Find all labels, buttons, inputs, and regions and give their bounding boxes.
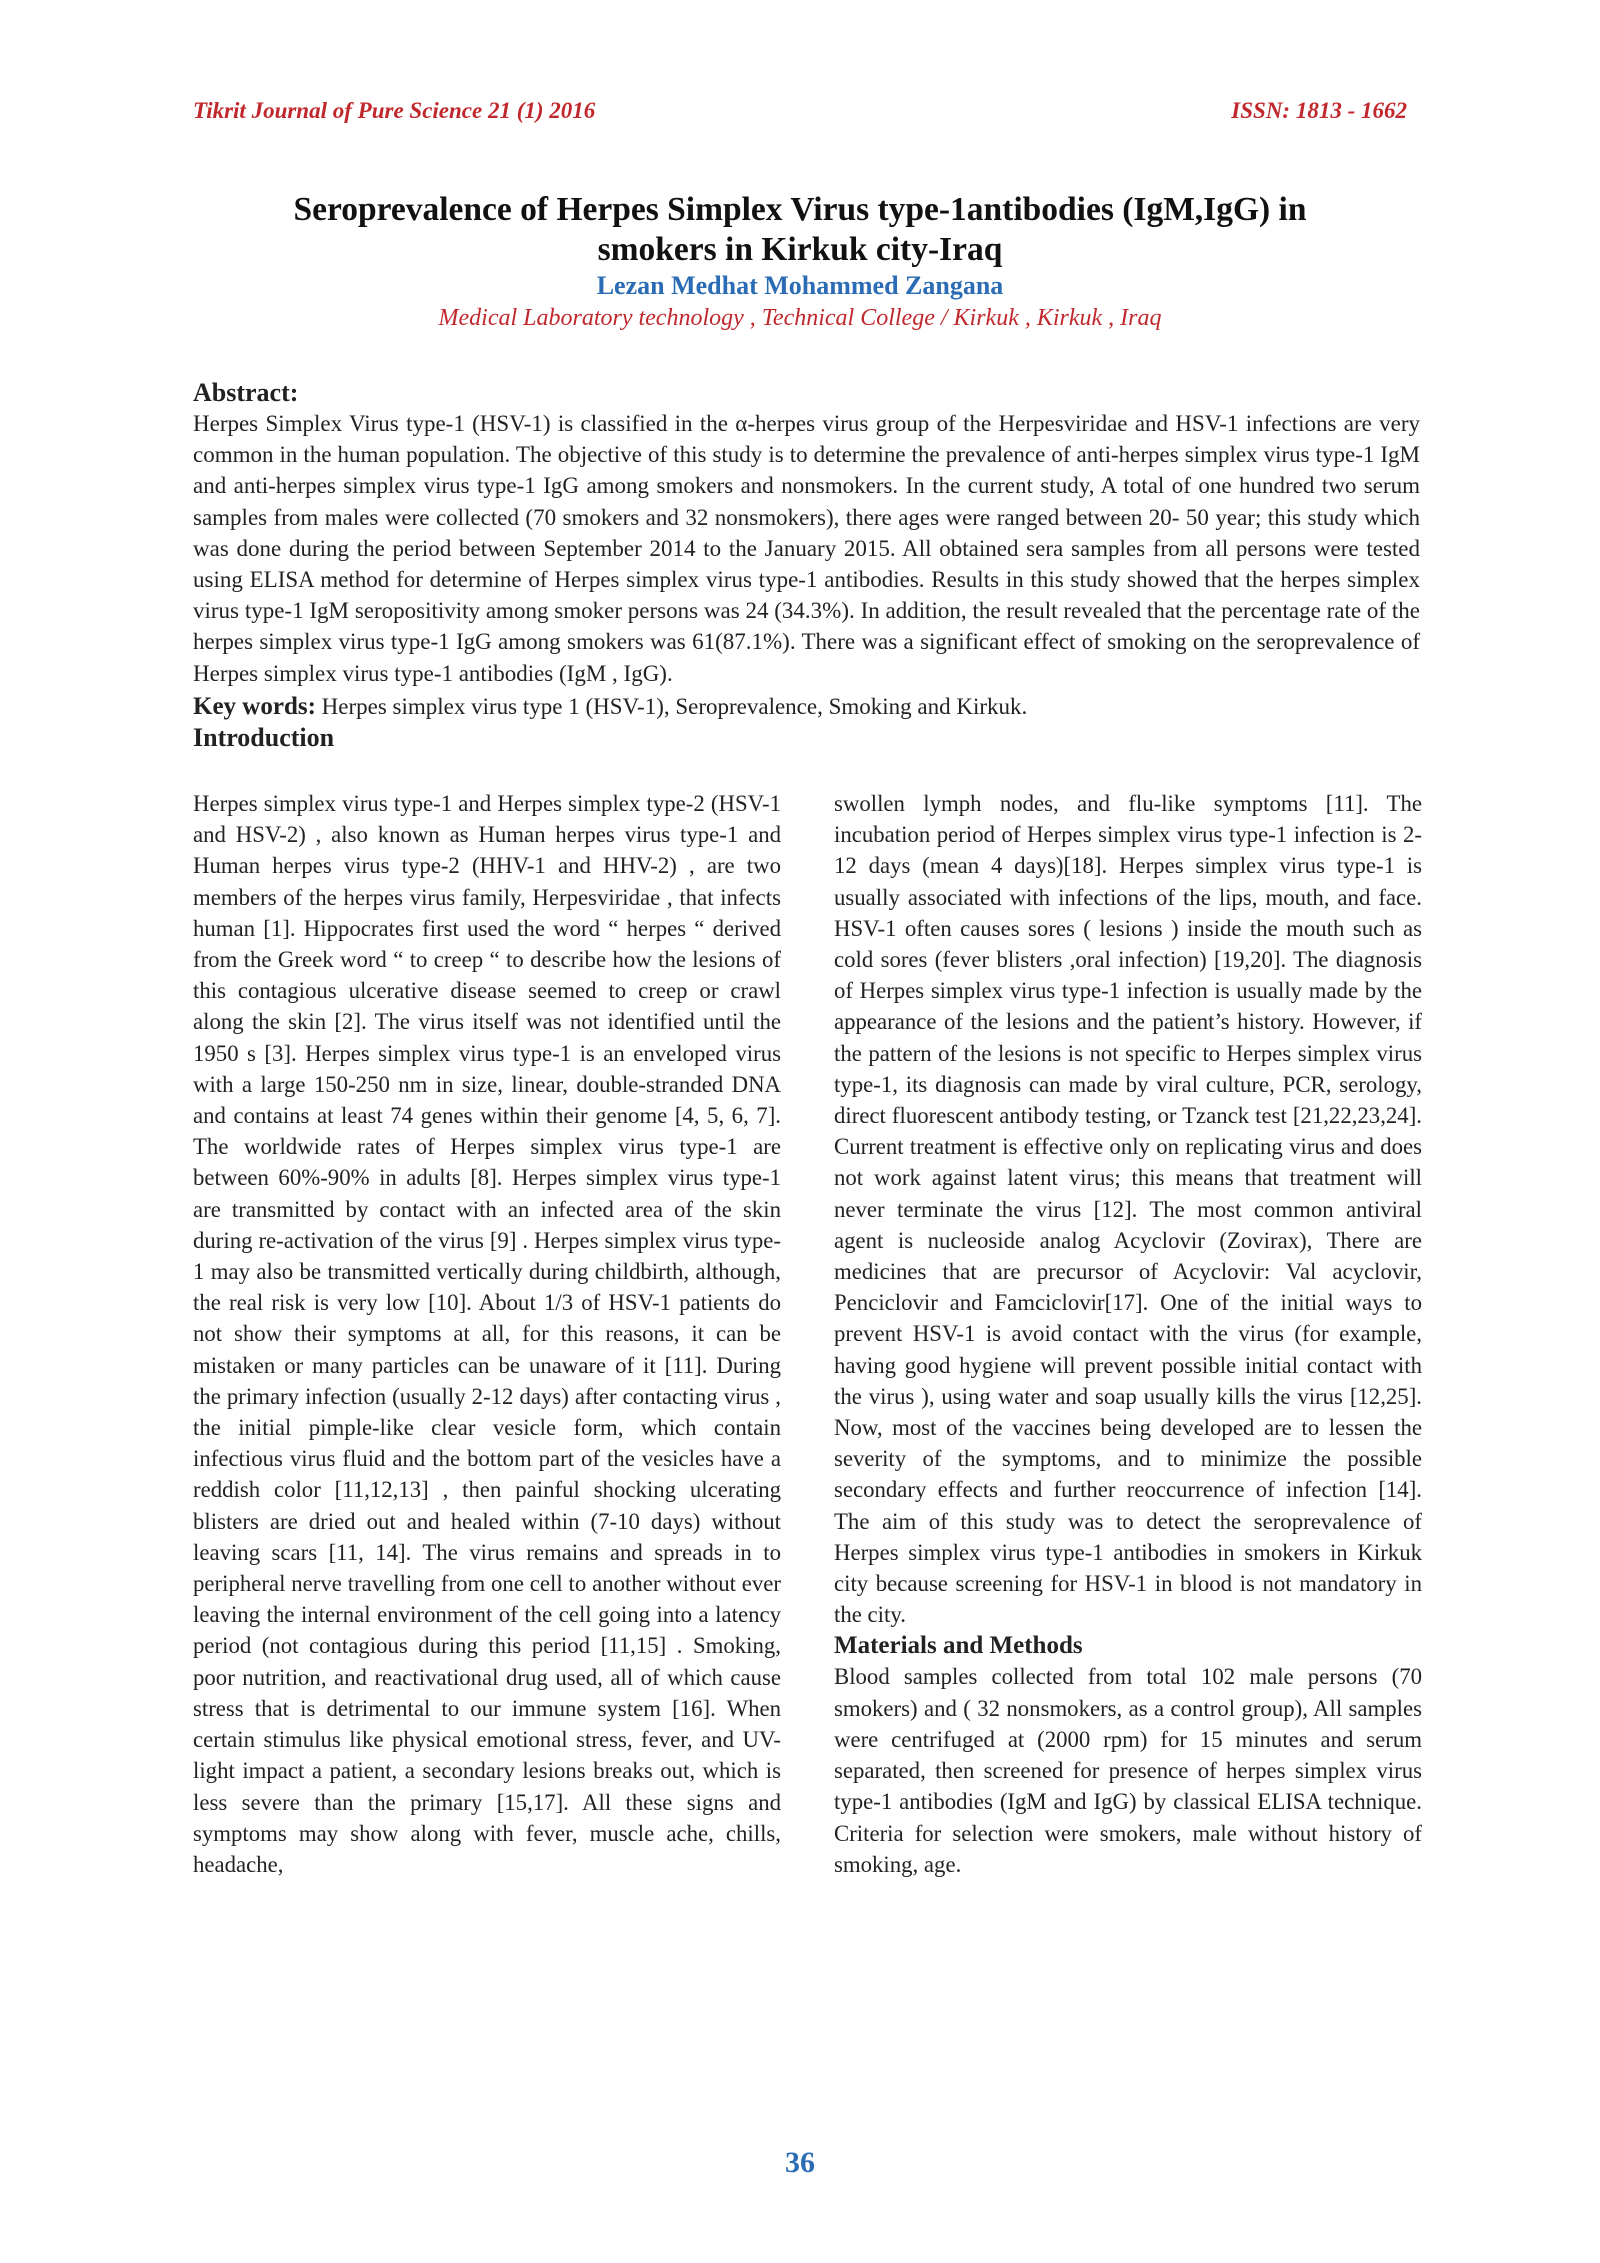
abstract-heading: Abstract: (193, 378, 299, 407)
journal-name: Tikrit Journal of Pure Science 21 (1) 2016 (193, 98, 596, 123)
title-line-1: Seroprevalence of Herpes Simplex Virus type-1antibodies (IgM,IgG) in (293, 191, 1307, 228)
keywords-label: Key words: (193, 692, 316, 720)
abstract-section (193, 378, 1420, 754)
introduction-text-right: swollen lymph nodes, and flu-like symptoms [11]. The incubation period of Herpes simplex virus type-1 infection is 2-12 days (mean 4 days)[18]. Herpes simplex virus type-1 is usually associated with infections of the lips, mouth, and face. HSV-1 often causes sores ( lesions ) inside the mouth such as cold sores (fever blisters ,oral infection) [19,20]. The diagnosis of Herpes simplex virus type-1 infection is usually made by the appearance of the lesions and the patient’s history. However, if the pattern of the lesions is not specific to Herpes simplex virus type-1, its diagnosis can made by viral culture, PCR, serology, direct fluorescent antibody testing, or Tzanck test [21,22,23,24]. Current treatment is effective only on replicating virus and does not work against latent virus; this means that treatment will never terminate the virus [12]. The most common antiviral agent is nucleoside analog Acyclovir (Zovirax), There are medicines that are precursor of Acyclovir: Val acyclovir, Penciclovir and Famciclovir[17]. One of the initial ways to prevent HSV-1 is avoid contact with the virus (for example, having good hygiene will prevent possible initial contact with the virus ), using water and soap usually kills the virus [12,25]. Now, most of the vaccines being developed are to lessen the severity of the symptoms, and to minimize the possible secondary effects and further reoccurrence of infection [14]. The aim of this study was to detect the seroprevalence of Herpes simplex virus type-1 antibodies in smokers in Kirkuk city because screening for HSV-1 in blood is not mandatory in the city. (834, 791, 1422, 1628)
right-column (834, 788, 1422, 1880)
running-header (193, 98, 1407, 124)
introduction-heading: Introduction (193, 722, 335, 752)
paper-title (150, 190, 1450, 270)
keywords (193, 691, 1420, 722)
author-name: Lezan Medhat Mohammed Zangana (596, 271, 1004, 300)
issn: ISSN: 1813 - 1662 (1231, 98, 1407, 123)
left-column (193, 788, 781, 1880)
abstract-text: Herpes Simplex Virus type-1 (HSV-1) is classified in the α-herpes virus group of the Herpesviridae and HSV-1 infections are very common in the human population. The objective of this study is to determine the prevalence of anti-herpes simplex virus type-1 IgM and anti-herpes simplex virus type-1 IgG among smokers and nonsmokers. In the current study, A total of one hundred two serum samples from males were collected (70 smokers and 32 nonsmokers), there ages were ranged between 20- 50 year; this study which was done during the period between September 2014 to the January 2015. All obtained sera samples from all persons were tested using ELISA method for determine of Herpes simplex virus type-1 antibodies. Results in this study showed that the herpes simplex virus type-1 IgM seropositivity among smoker persons was 24 (34.3%). In addition, the result revealed that the percentage rate of the herpes simplex virus type-1 IgG among smokers was 61(87.1%). There was a significant effect of smoking on the seroprevalence of Herpes simplex virus type-1 antibodies (IgM , IgG). (193, 411, 1420, 686)
title-line-2: smokers in Kirkuk city-Iraq (597, 231, 1003, 268)
author-affiliation: Medical Laboratory technology , Technical College / Kirkuk , Kirkuk , Iraq (438, 305, 1162, 331)
keywords-text: Herpes simplex virus type 1 (HSV-1), Seroprevalence, Smoking and Kirkuk. (315, 693, 1028, 719)
introduction-text-left: Herpes simplex virus type-1 and Herpes simplex type-2 (HSV-1 and HSV-2) , also known as Human herpes virus type-1 and Human herpes virus type-2 (HHV-1 and HHV-2) , are two members of the herpes virus family, Herpesviridae , that infects human [1]. Hippocrates first used the word “ herpes “ derived from the Greek word “ to creep “ to describe how the lesions of this contagious ulcerative disease seemed to creep or crawl along the skin [2]. The virus itself was not identified until the 1950 s [3]. Herpes simplex virus type-1 is an enveloped virus with a large 150-250 nm in size, linear, double-stranded DNA and contains at least 74 genes within their genome [4, 5, 6, 7]. The worldwide rates of Herpes simplex virus type-1 are between 60%-90% in adults [8]. Herpes simplex virus type-1 are transmitted by contact with an infected area of the skin during re-activation of the virus [9] . Herpes simplex virus type-1 may also be transmitted vertically during childbirth, although, the real risk is very low [10]. About 1/3 of HSV-1 patients do not show their symptoms at all, for this reasons, it can be mistaken or many particles can be unaware of it [11]. During the primary infection (usually 2-12 days) after contacting virus , the initial pimple-like clear vesicle form, which contain infectious virus fluid and the bottom part of the vesicles have a reddish color [11,12,13] , then painful shocking ulcerating blisters are dried out and healed within (7-10 days) without leaving scars [11, 14]. The virus remains and spreads in to peripheral nerve travelling from one cell to another without ever leaving the internal environment of the cell going into a latency period (not contagious during this period [11,15] . Smoking, poor nutrition, and reactivational drug used, all of which cause stress that is detrimental to our immune system [16]. When certain stimulus like physical emotional stress, fever, and UV-light impact a patient, a secondary lesions breaks out, which is less severe than the primary [15,17]. All these signs and symptoms may show along with fever, muscle ache, chills, headache, (193, 791, 781, 1877)
page-number: 36 (785, 2146, 815, 2179)
methods-text: Blood samples collected from total 102 male persons (70 smokers) and ( 32 nonsmokers, as a control group), All samples were centrifuged at (2000 rpm) for 15 minutes and serum separated, then screened for presence of herpes simplex virus type-1 antibodies (IgM and IgG) by classical ELISA technique. Criteria for selection were smokers, male without history of smoking, age. (834, 1664, 1422, 1877)
methods-heading: Materials and Methods (834, 1632, 1083, 1660)
title-block (150, 190, 1450, 334)
